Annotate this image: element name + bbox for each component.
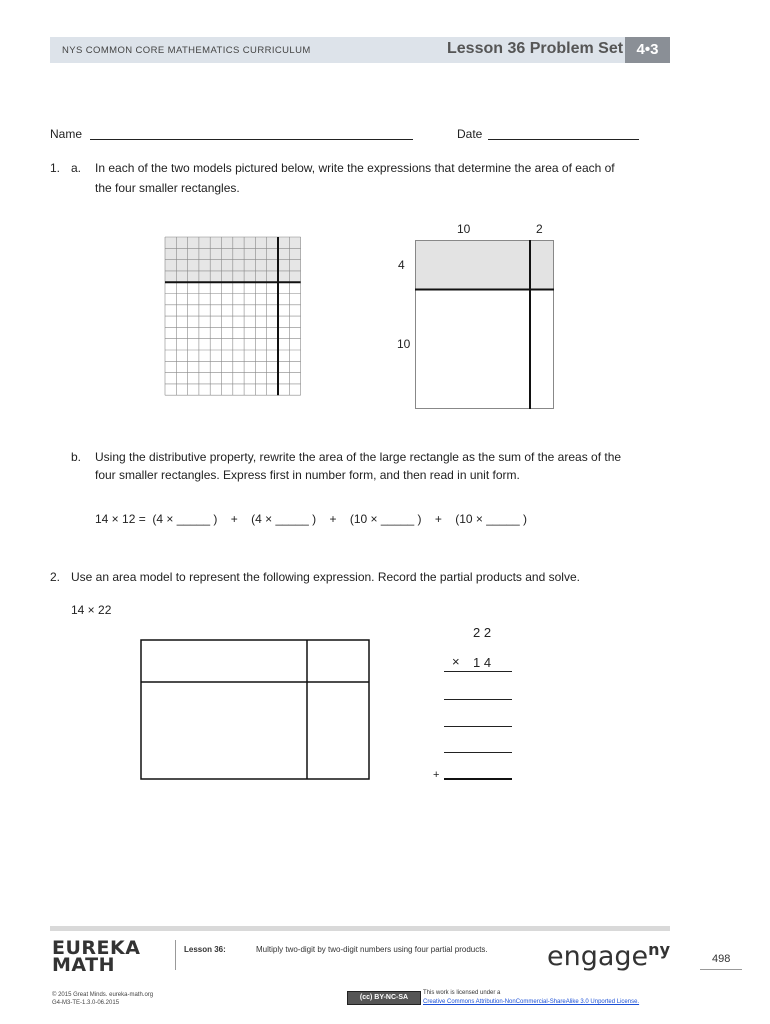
footer-lesson-description: Multiply two-digit by two-digit numbers using four partial products. [256, 945, 488, 954]
footer-lesson-label: Lesson 36: [184, 945, 226, 954]
logo-line-1: EUREKA [52, 937, 141, 959]
engage-ny-logo [547, 940, 670, 972]
problem-2-number: 2. [50, 570, 61, 584]
problem-2-text: Use an area model to represent the following expression. Record the partial products and solve. [71, 570, 580, 584]
grid-area-model[interactable] [164, 236, 302, 406]
engage-text: engage [547, 941, 649, 972]
multiply-sign: × [452, 654, 460, 669]
copyright-line-2: G4-M3-TE-1.3.0-06.2015 [52, 1000, 120, 1006]
model-label-2-top: 2 [536, 222, 543, 236]
problem-1b-equation[interactable]: 14 × 12 = (4 × _____ ) + (4 × _____ ) + (10 × _____ ) + (10 × _____ ) [95, 512, 527, 526]
date-field[interactable] [488, 139, 639, 140]
problem-1a-letter: a. [71, 161, 82, 175]
date-label: Date [457, 127, 483, 141]
eureka-math-logo [52, 937, 141, 976]
lesson-title: Lesson 36 Problem Set [447, 40, 624, 57]
product-divider [444, 671, 512, 672]
problem-1b-letter: b. [71, 450, 82, 464]
problem-1b-text: Using the distributive property, rewrite the area of the large rectangle as the sum of the areas of the [95, 450, 622, 464]
license-text [423, 989, 639, 1007]
license-line-1: This work is licensed under a [423, 990, 501, 996]
cc-license-badge[interactable]: (cc) BY-NC-SA [347, 991, 421, 1005]
copyright-line-1: © 2015 Great Minds. eureka-math.org [52, 992, 154, 998]
problem-2-expression: 14 × 22 [71, 603, 112, 617]
model-label-4-side: 4 [398, 258, 405, 272]
license-link[interactable]: Creative Commons Attribution-NonCommercial-ShareAlike 3.0 Unported License. [423, 999, 640, 1005]
model-label-10-top: 10 [457, 222, 471, 236]
footer-divider [175, 940, 176, 970]
partial-product-line-2[interactable] [444, 726, 512, 727]
grade-badge: 4•3 [625, 37, 670, 63]
product-spacer [444, 788, 512, 789]
logo-line-2: MATH [52, 954, 115, 976]
blank-area-model[interactable] [140, 639, 371, 782]
problem-1-number: 1. [50, 161, 61, 175]
ny-text: ny [648, 940, 670, 959]
name-field[interactable] [90, 139, 413, 140]
problem-1a-text-cont: the four smaller rectangles. [95, 181, 240, 195]
partial-product-line-4[interactable] [444, 778, 512, 780]
labeled-area-model[interactable] [415, 240, 555, 410]
page-number-underline [700, 969, 742, 970]
curriculum-title: NYS COMMON CORE MATHEMATICS CURRICULUM [62, 45, 311, 56]
multiplier: 1 4 [473, 655, 492, 670]
name-label: Name [50, 127, 83, 141]
copyright [52, 991, 153, 1007]
problem-1b-text-cont: four smaller rectangles. Express first in number form, and then read in unit form. [95, 468, 520, 482]
page-number: 498 [712, 953, 731, 965]
model-label-10-side: 10 [397, 337, 411, 351]
problem-1a-text: In each of the two models pictured below, write the expressions that determine the area of each of [95, 161, 615, 175]
plus-sign: + [433, 769, 440, 781]
multiplicand: 2 2 [473, 625, 492, 640]
partial-product-line-3[interactable] [444, 752, 512, 753]
partial-product-line-1[interactable] [444, 699, 512, 700]
footer-bar [50, 926, 670, 931]
